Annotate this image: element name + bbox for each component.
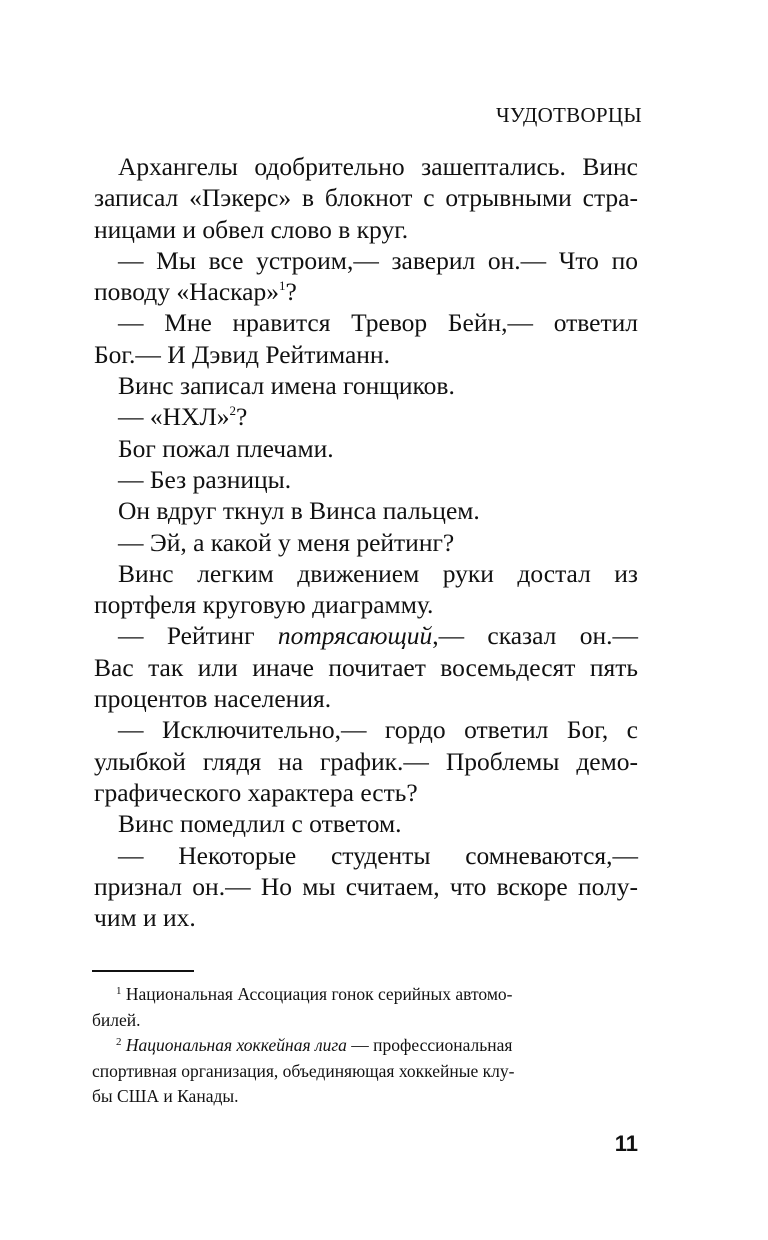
emphasis: Национальная хоккейная лига xyxy=(125,1035,347,1055)
footnote-divider xyxy=(92,970,194,972)
footnote-marker: 2 xyxy=(229,403,237,419)
footnotes xyxy=(92,982,638,1110)
footnote: $^1$ Национальная Ассоциация гонок серийных автомо- xyxy=(116,984,513,1004)
paragraph-line: процентов населения. xyxy=(94,684,332,714)
paragraph: Архангелы одобрительно зашептались. Винс xyxy=(118,152,638,181)
footnote-line: бы США и Канады. xyxy=(92,1086,239,1106)
paragraph-line: ницами и обвел слово в круг. xyxy=(94,214,409,244)
footnote-number: 1 xyxy=(116,985,122,997)
paragraph: — Рейтинг потрясающий,— сказал он.— xyxy=(118,621,638,651)
paragraph: Винс записал имена гонщиков. xyxy=(118,371,455,401)
paragraph: Винс легким движением руки достал из xyxy=(118,558,638,588)
paragraph-line: Вас так или иначе почитает восемьдесят пять xyxy=(94,652,638,682)
paragraph-line: Бог.— И Дэвид Рейтиманн. xyxy=(94,339,390,369)
paragraph: — Эй, а какой у меня рейтинг? xyxy=(118,527,455,557)
paragraph: Он вдруг ткнул в Винса пальцем. xyxy=(118,496,480,526)
paragraph-line: улыбкой глядя на график.— Проблемы демо- xyxy=(94,746,638,776)
paragraph-line: чим и их. xyxy=(94,903,196,933)
paragraph-line: поводу «Наскар»$^1$? xyxy=(94,277,297,307)
paragraph-line: признал он.— Но мы считаем, что вскоре полу- xyxy=(94,871,638,901)
footnote-line: спортивная организация, объединяющая хоккейные клу- xyxy=(92,1060,515,1081)
page-number: 11 xyxy=(614,1131,638,1156)
paragraph: — «НХЛ»$^2$? xyxy=(118,402,248,432)
footnote-number: 2 xyxy=(116,1036,122,1048)
footnote: $^2$ Национальная хоккейная лига — профессиональная xyxy=(116,1035,513,1055)
paragraph: — Мы все устроим,— заверил он.— Что по xyxy=(118,245,638,275)
footnote-line: билей. xyxy=(92,1009,141,1030)
paragraph: — Мне нравится Тревор Бейн,— ответил xyxy=(118,308,638,338)
paragraph: Бог пожал плечами. xyxy=(118,433,334,463)
emphasis: потрясающий xyxy=(277,621,433,651)
paragraph: — Исключительно,— гордо ответил Бог, с xyxy=(118,715,638,745)
body-text xyxy=(94,151,638,933)
paragraph-line: записал «Пэкерс» в блокнот с отрывными стра- xyxy=(94,183,638,213)
paragraph: Винс помедлил с ответом. xyxy=(118,809,402,839)
paragraph-line: графического характера есть? xyxy=(94,777,418,807)
paragraph: — Без разницы. xyxy=(118,464,292,494)
footnote-marker: 1 xyxy=(279,278,286,294)
running-head: ЧУДОТВОРЦЫ xyxy=(495,103,642,127)
paragraph-line: портфеля круговую диаграмму. xyxy=(94,590,434,620)
paragraph: — Некоторые студенты сомневаются,— xyxy=(118,840,638,870)
